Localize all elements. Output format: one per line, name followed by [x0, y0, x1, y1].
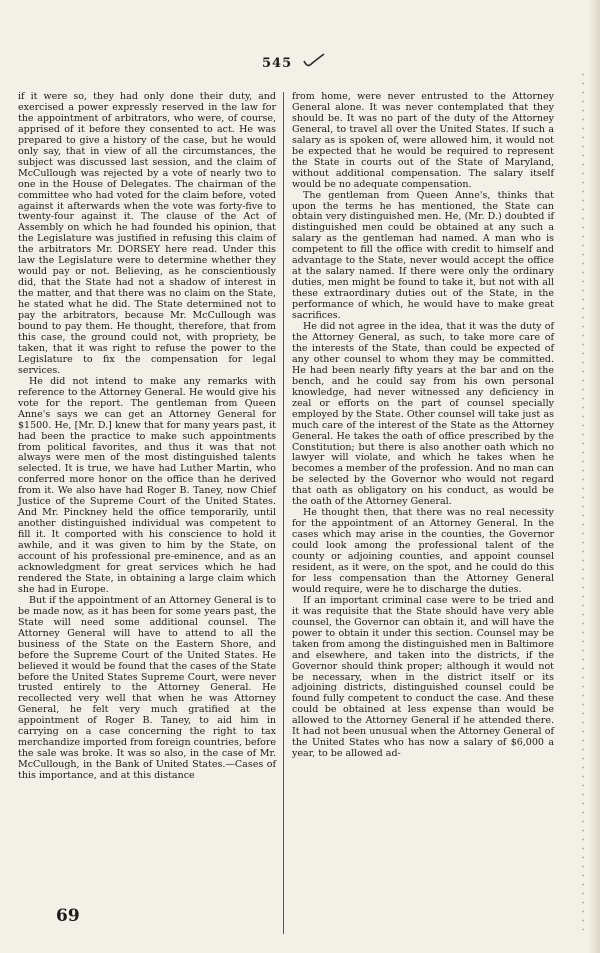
paragraph: He did not agree in the idea, that it was the duty of the Attorney General, as such, to take more care of the interests of the State, than could be expected of any other counsel to whom they may be committed. He had been nearly fifty years at the bar and on the bench, and he could say from his own personal knowledge, had never witnessed any deficiency in zeal or efforts on the part of counsel specially employed by the State. Other counsel will take just as much care of the interest of the State as the Attorney General. He takes the oath of office prescribed by the Constitution; but there is also another oath which no lawyer will violate, and which he takes when he becomes a member of the profession. And no man can be selected by the Governor who would not regard that oath as obligatory on his conduct, as would be the oath of the Attorney General.: [292, 321, 554, 508]
paragraph: He thought then, that there was no real necessity for the appointment of an Attorney General. In the cases which may arise in the counties, the Governor could look among the professional talent of the county or adjoining counties, and appoint counsel resident, as it were, on the spot, and he could do this for less compensation than the Attorney General would require, were he to discharge the duties.: [292, 507, 554, 595]
paragraph: from home, were never entrusted to the Attorney General alone. It was never contemplated that they should be. It was no part of the duty of the Attorney General, to travel all over the United States. If such a salary as is spoken of, were allowed him, it would not be expected that he would be required to represent the State in courts out of the State of Maryland, without additional compensation. The salary itself would be no adequate compensation.: [292, 91, 554, 190]
left-column: [18, 92, 276, 782]
handwritten-check-mark: [302, 52, 326, 70]
paragraph: if it were so, they had only done their duty, and exercised a power expressly reserved in the law for the appointment of arbitrators, who were, of course, apprised of it before they consented to act. He was prepared to give a history of the case, but he would only say, that in view of all the circumstances, the subject was discussed last session, and the claim of McCullough was rejected by a vote of nearly two to one in the House of Delegates. The chairman of the committee who had voted for the claim before, voted against it afterwards when the vote was forty-five to twenty-four against it. The clause of the Act of Assembly on which he had founded his opinion, that the Legislature was justified in refusing this claim of the arbitrators Mr. DORSEY here read. Under this law the Legislature were to determine whether they would pay or not. Believing, as he conscientiously did, that the State had not a shadow of interest in the matter, and that there was no claim on the State, he stated what he did. The State determined not to pay the arbitrators, because Mr. McCullough was bound to pay them. He thought, therefore, that from this case, the ground could not, with propriety, be taken, that it was right to refuse the power to the Legislature to fix the compensation for legal services.: [18, 91, 276, 376]
page-edge-shadow: [588, 0, 600, 953]
folio-number: 69: [56, 906, 80, 926]
binding-dots: [582, 70, 584, 930]
paragraph: He did not intend to make any remarks with reference to the Attorney General. He would give his vote for the report. The gentleman from Queen Anne's says we can get an Attorney General for $1500. He, [Mr. D.] knew that for many years past, it had been the practice to make such appointments from political favorites, and thus it was that not always were men of the most distinguished talents selected. It is true, we have had Luther Martin, who conferred more honor on the office than he derived from it. We also have had Roger B. Taney, now Chief Justice of the Supreme Court of the United States. And Mr. Pinckney held the office temporarily, until another distinguished individual was competent to fill it. It comported with his conscience to hold it awhile, and it was given to him by the State, on account of his professional pre-eminence, and as an acknowledgment for great services which he had rendered the State, in obtaining a large claim which she had in Europe.: [18, 375, 276, 595]
paragraph: If an important criminal case were to be tried and it was requisite that the State should have very able counsel, the Governor can obtain it, and will have the power to obtain it under this section. Counsel may be taken from among the distinguished men in Baltimore and elsewhere, and taken into the districts, if the Governor should think proper; although it would not be necessary, when in the district itself or its adjoining districts, distinguished counsel could be found fully competent to conduct the case. And these could be obtained at less expense than would be allowed to the Attorney General if he attended there. It had not been unusual when the Attorney General of the United States who has now a salary of $6,000 a year, to be allowed ad-: [292, 594, 554, 760]
paragraph: But if the appointment of an Attorney General is to be made now, as it has been for some years past, the State will need some additional counsel. The Attorney General will have to attend to all the business of the State on the Eastern Shore, and before the Supreme Court of the United States. He believed it would be found that the cases of the State before the United States Supreme Court, were never trusted entirely to the Attorney General. He recollected very well that when he was Attorney General, he felt very much gratified at the appointment of Roger B. Taney, to aid him in carrying on a case concerning the right to tax merchandize imported from foreign countries, before the sale was broke. It was so also, in the case of Mr. McCullough, in the Bank of United States.—Cases of this importance, and at this distance: [18, 594, 276, 782]
page-number: 545: [262, 56, 293, 71]
right-column: [292, 92, 554, 760]
paragraph: The gentleman from Queen Anne's, thinks that upon the terms he has mentioned, the State can obtain very distinguished men. He, (Mr. D.) doubted if distinguished men could be obtained at any such a salary as the gentleman had named. A man who is competent to fill the office with credit to himself and advantage to the State, never would accept the office at the salary named. If there were only the ordinary duties, men might be found to take it, but not with all these extraordinary duties out of the State, in the performance of which, he would have to make great sacrifices.: [292, 189, 554, 322]
column-divider: [283, 92, 284, 934]
